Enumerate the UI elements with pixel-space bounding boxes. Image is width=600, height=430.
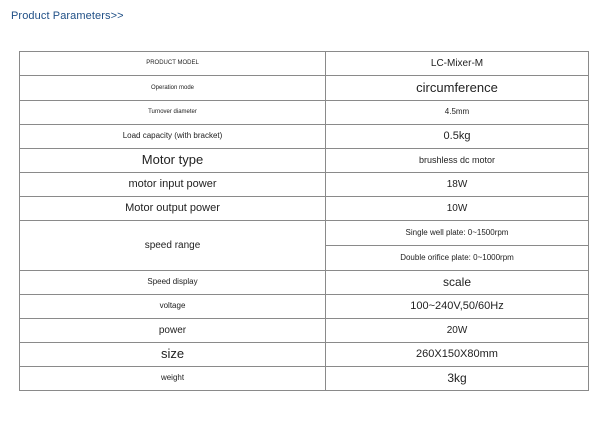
param-value: LC-Mixer-M [326, 52, 589, 76]
param-value: 100~240V,50/60Hz [326, 295, 589, 319]
table-row [20, 271, 589, 295]
param-value: 10W [326, 197, 589, 221]
param-label: voltage [20, 295, 326, 319]
param-value: 18W [326, 173, 589, 197]
param-value: 3kg [326, 367, 589, 391]
param-value: 0.5kg [326, 125, 589, 149]
param-value: 4.5mm [326, 101, 589, 125]
table-row [20, 319, 589, 343]
param-label: power [20, 319, 326, 343]
param-value: Double orifice plate: 0~1000rpm [326, 246, 589, 271]
table-row [20, 76, 589, 101]
param-label: Motor type [20, 149, 326, 173]
param-value: 260X150X80mm [326, 343, 589, 367]
table-row [20, 197, 589, 221]
param-value: brushless dc motor [326, 149, 589, 173]
param-label: Load capacity (with bracket) [20, 125, 326, 149]
param-label: PRODUCT MODEL [20, 52, 326, 76]
param-value: scale [326, 271, 589, 295]
param-label: Operation mode [20, 76, 326, 101]
table-row [20, 221, 589, 246]
param-label: Turnover diameter [20, 101, 326, 125]
table-row [20, 367, 589, 391]
param-label: weight [20, 367, 326, 391]
param-label: Motor output power [20, 197, 326, 221]
param-value: 20W [326, 319, 589, 343]
table-row [20, 125, 589, 149]
table-row [20, 101, 589, 125]
section-heading: Product Parameters>> [11, 10, 124, 22]
table-row [20, 149, 589, 173]
param-label: motor input power [20, 173, 326, 197]
product-parameters-table [19, 51, 589, 391]
table-row [20, 343, 589, 367]
table-row [20, 173, 589, 197]
table-row [20, 52, 589, 76]
param-value: circumference [326, 76, 589, 101]
param-value: Single well plate: 0~1500rpm [326, 221, 589, 246]
param-label: speed range [20, 221, 326, 271]
param-label: size [20, 343, 326, 367]
table-row [20, 295, 589, 319]
param-label: Speed display [20, 271, 326, 295]
